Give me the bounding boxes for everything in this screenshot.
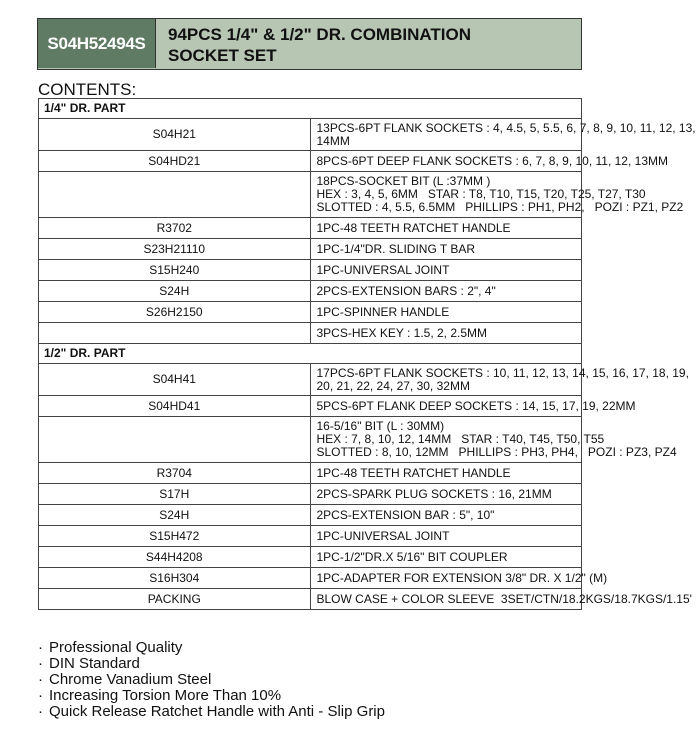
product-code: S04H52494S (38, 19, 156, 68)
description-line: 16-5/16" BIT (L : 30MM) (316, 419, 445, 433)
part-description (310, 364, 689, 396)
description-line: 20, 21, 22, 24, 27, 30, 32MM (316, 378, 470, 393)
part-code (39, 172, 311, 218)
contents-label: CONTENTS: (38, 80, 137, 99)
part-description (310, 417, 677, 463)
part-code: S04HD41 (39, 396, 311, 417)
description-line: 17PCS-6PT FLANK SOCKETS : 10, 11, 12, 13, 14, 15, 16, 17, 18, 19, (316, 365, 689, 380)
part-description (310, 568, 608, 589)
part-description (310, 151, 668, 172)
part-code (39, 417, 311, 463)
table-row (39, 568, 582, 589)
description-line: 5PCS-6PT FLANK DEEP SOCKETS : 14, 15, 17, 19, 22MM (316, 398, 636, 413)
part-description (310, 396, 636, 417)
table-row (39, 417, 582, 463)
table-row (39, 151, 582, 172)
table-row (39, 302, 582, 323)
part-description (310, 260, 582, 281)
feature-item (38, 704, 385, 720)
description-line: 18PCS-SOCKET BIT (L :37MM ) (316, 174, 491, 188)
part-description (310, 119, 696, 151)
part-code: S23H21110 (39, 239, 311, 260)
table-row (39, 281, 582, 302)
description-line: 1PC-48 TEETH RATCHET HANDLE (316, 465, 511, 480)
description-line: 1PC-1/4"DR. SLIDING T BAR (316, 241, 476, 256)
table-row (39, 589, 582, 610)
table-row (39, 463, 582, 484)
table-row (39, 396, 582, 417)
description-line: 13PCS-6PT FLANK SOCKETS : 4, 4.5, 5, 5.5, 6, 7, 8, 9, 10, 11, 12, 13, (316, 120, 696, 135)
part-description (310, 463, 582, 484)
part-code: S04HD21 (39, 151, 311, 172)
table-row (39, 547, 582, 568)
feature-item (38, 672, 385, 688)
feature-text: Quick Release Ratchet Handle with Anti - Slip Grip (49, 703, 385, 720)
section-header-row (39, 344, 582, 364)
description-line: SLOTTED : 8, 10, 12MM PHILLIPS : PH3, PH4, POZI : PZ3, PZ4 (316, 445, 677, 459)
description-line: 1PC-UNIVERSAL JOINT (316, 262, 450, 277)
bullet-icon: · (38, 639, 43, 656)
description-line: 1PC-SPINNER HANDLE (316, 304, 450, 319)
part-description (310, 484, 582, 505)
table-row (39, 484, 582, 505)
description-line: HEX : 7, 8, 10, 12, 14MM STAR : T40, T45, T50, T55 (316, 432, 605, 446)
part-code: PACKING (39, 589, 311, 610)
bullet-icon: · (38, 655, 43, 672)
table-row (39, 260, 582, 281)
table-row (39, 323, 582, 344)
part-description (310, 281, 582, 302)
description-line: SLOTTED : 4, 5.5, 6.5MM PHILLIPS : PH1, PH2, POZI : PZ1, PZ2 (316, 200, 684, 214)
part-description (310, 302, 582, 323)
part-description (310, 526, 582, 547)
description-line: 14MM (316, 133, 350, 148)
part-description (310, 239, 582, 260)
description-line: 1PC-48 TEETH RATCHET HANDLE (316, 220, 511, 235)
section-title: 1/4" DR. PART (39, 99, 582, 119)
description-line: 8PCS-6PT DEEP FLANK SOCKETS : 6, 7, 8, 9, 10, 11, 12, 13MM (316, 153, 668, 168)
table-row (39, 239, 582, 260)
bullet-icon: · (38, 671, 43, 688)
product-header (37, 18, 582, 70)
feature-text: DIN Standard (49, 655, 140, 672)
part-description (310, 172, 684, 218)
feature-item (38, 656, 385, 672)
title-line-2: SOCKET SET (168, 46, 277, 65)
feature-item (38, 640, 385, 656)
part-code: S24H (39, 281, 311, 302)
title-line-1: 94PCS 1/4" & 1/2" DR. COMBINATION (168, 25, 471, 44)
part-code: S16H304 (39, 568, 311, 589)
part-code: S44H4208 (39, 547, 311, 568)
feature-item (38, 688, 385, 704)
part-code: R3704 (39, 463, 311, 484)
table-row (39, 218, 582, 239)
part-code: R3702 (39, 218, 311, 239)
bullet-icon: · (38, 687, 43, 704)
part-description (310, 547, 582, 568)
table-row (39, 526, 582, 547)
description-line: 2PCS-SPARK PLUG SOCKETS : 16, 21MM (316, 486, 552, 501)
feature-text: Professional Quality (49, 639, 183, 656)
part-code: S04H41 (39, 364, 311, 396)
part-code: S26H2150 (39, 302, 311, 323)
description-line: 2PCS-EXTENSION BARS : 2", 4" (316, 283, 496, 298)
part-description (310, 218, 582, 239)
description-line: BLOW CASE + COLOR SLEEVE 3SET/CTN/18.2KGS/18.7KGS/1.15' (316, 591, 692, 606)
description-line: 3PCS-HEX KEY : 1.5, 2, 2.5MM (316, 325, 488, 340)
part-description (310, 323, 582, 344)
product-title (168, 24, 573, 66)
part-code: S15H240 (39, 260, 311, 281)
table-row (39, 172, 582, 218)
table-row (39, 364, 582, 396)
table-row (39, 119, 582, 151)
bullet-icon: · (38, 703, 43, 720)
table-row (39, 505, 582, 526)
part-code: S24H (39, 505, 311, 526)
part-code: S17H (39, 484, 311, 505)
feature-text: Increasing Torsion More Than 10% (49, 687, 282, 704)
feature-text: Chrome Vanadium Steel (49, 671, 212, 688)
description-line: 1PC-1/2"DR.X 5/16" BIT COUPLER (316, 549, 508, 564)
description-line: 2PCS-EXTENSION BAR : 5", 10" (316, 507, 495, 522)
description-line: 1PC-UNIVERSAL JOINT (316, 528, 450, 543)
part-code: S15H472 (39, 526, 311, 547)
section-title: 1/2" DR. PART (39, 344, 582, 364)
part-code: S04H21 (39, 119, 311, 151)
part-code (39, 323, 311, 344)
part-description (310, 505, 582, 526)
contents-table (38, 98, 696, 610)
part-description (310, 589, 692, 610)
section-header-row (39, 99, 582, 119)
description-line: 1PC-ADAPTER FOR EXTENSION 3/8" DR. X 1/2" (M) (316, 570, 608, 585)
description-line: HEX : 3, 4, 5, 6MM STAR : T8, T10, T15, T20, T25, T27, T30 (316, 187, 646, 201)
feature-list (38, 640, 385, 720)
